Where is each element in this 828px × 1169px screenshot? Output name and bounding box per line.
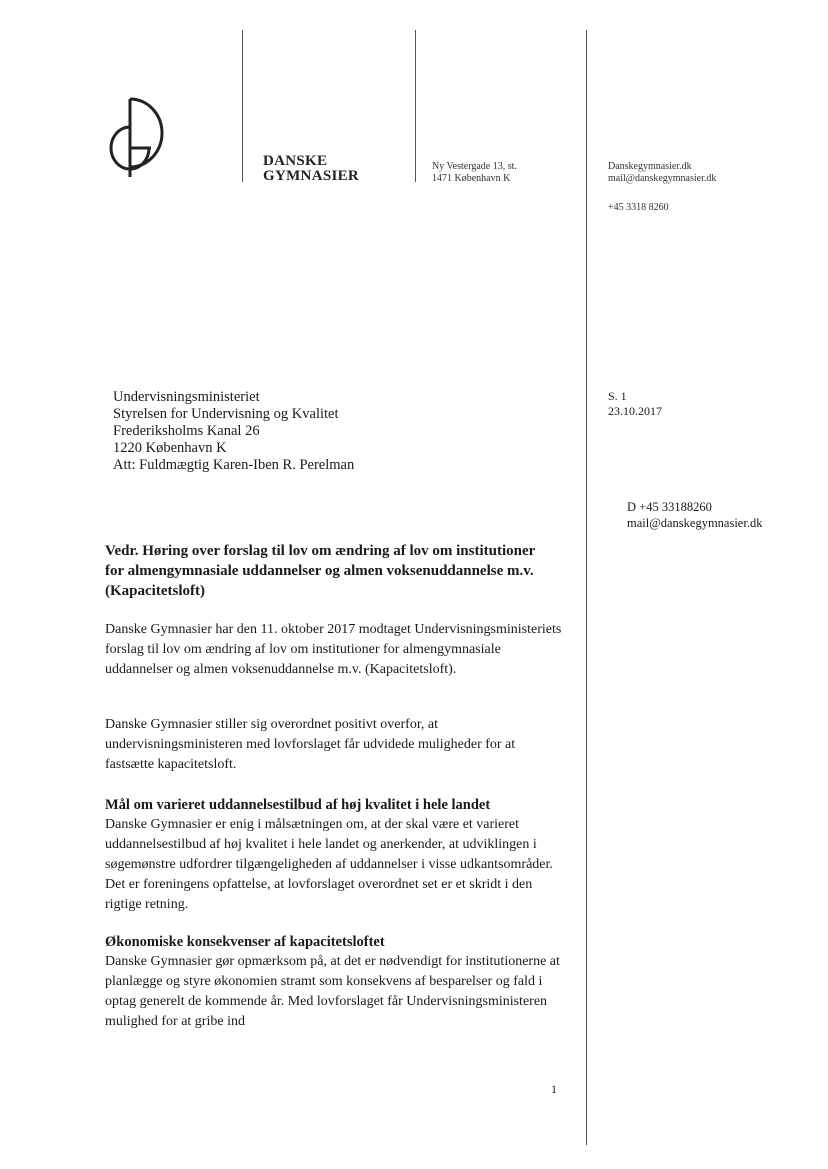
address-line-2: 1471 København K [432,173,511,184]
letter-subject: Vedr. Høring over forslag til lov om ændring af lov om institutioner for almengymnasiale uddannelser og almen voksenuddannelse m.v. (Kapacitetsloft) [105,543,536,599]
body-paragraph-2: Danske Gymnasier stiller sig overordnet positivt overfor, at undervisningsministeren med lovforslaget får udvidede muligheder for at fastsætte kapacitetsloft. [105,717,516,772]
sender-contact [608,161,716,185]
danske-gymnasier-logo-icon [106,97,176,179]
page-label: S. 1 [608,389,627,403]
section-1-heading: Mål om varieret uddannelsestilbud af høj kvalitet i hele landet [105,797,491,813]
section-2-heading: Økonomiske konsekvenser af kapacitetsloftet [105,934,385,950]
page-number: 1 [551,1082,557,1096]
sender-phone: +45 3318 8260 [608,202,669,213]
direct-phone: D +45 33188260 [627,500,712,514]
body-paragraph-1: Danske Gymnasier har den 11. oktober 2017 modtaget Undervisningsministeriets forslag til lov om ændring af lov om institutioner for almengymnasiale uddannelser og almen voksenuddannelse m.v. (Kapacitetsloft). [105,622,562,677]
section-2 [105,932,565,1032]
email-link[interactable]: mail@danskegymnasier.dk [608,173,717,184]
recipient-address [113,389,354,474]
website-link[interactable]: Danskegymnasier.dk [608,161,692,172]
section-1-text: Danske Gymnasier er enig i målsætningen om, at der skal være et varieret uddannelsestilbud af høj kvalitet i hele landet og anerkender, at udviklingen i søgemønstre udfordrer tilgængeligheden af uddannelser i visse udkantsområder. Det er foreningens opfattelse, at lovforslaget overordnet set er et skridt i den rigtige retning. [105,817,553,912]
recipient-line-4: 1220 København K [113,440,227,456]
page-info [608,389,662,419]
brand-line-1: DANSKE [263,153,328,169]
direct-contact [627,499,762,531]
recipient-line-3: Frederiksholms Kanal 26 [113,423,260,439]
recipient-line-1: Undervisningsministeriet [113,389,260,405]
header-divider-2 [415,30,416,182]
recipient-line-5: Att: Fuldmægtig Karen-Iben R. Perelman [113,457,355,473]
direct-email[interactable]: mail@danskegymnasier.dk [627,516,763,530]
section-2-text: Danske Gymnasier gør opmærksom på, at det er nødvendigt for institutionerne at planlægge og styre økonomien stramt som konsekvens af besparelser og fald i optag generelt de kommende år. Med lovforslaget får Undervisningsministeren mulighed for at gribe ind [105,954,560,1029]
sender-address [432,161,517,185]
section-1 [105,795,565,915]
recipient-line-2: Styrelsen for Undervisning og Kvalitet [113,406,339,422]
margin-rule [586,30,587,1145]
letter-date: 23.10.2017 [608,404,662,418]
brand-name [263,154,359,184]
brand-line-2: GYMNASIER [263,168,360,184]
header-divider-1 [242,30,243,182]
address-line-1: Ny Vestergade 13, st. [432,161,517,172]
